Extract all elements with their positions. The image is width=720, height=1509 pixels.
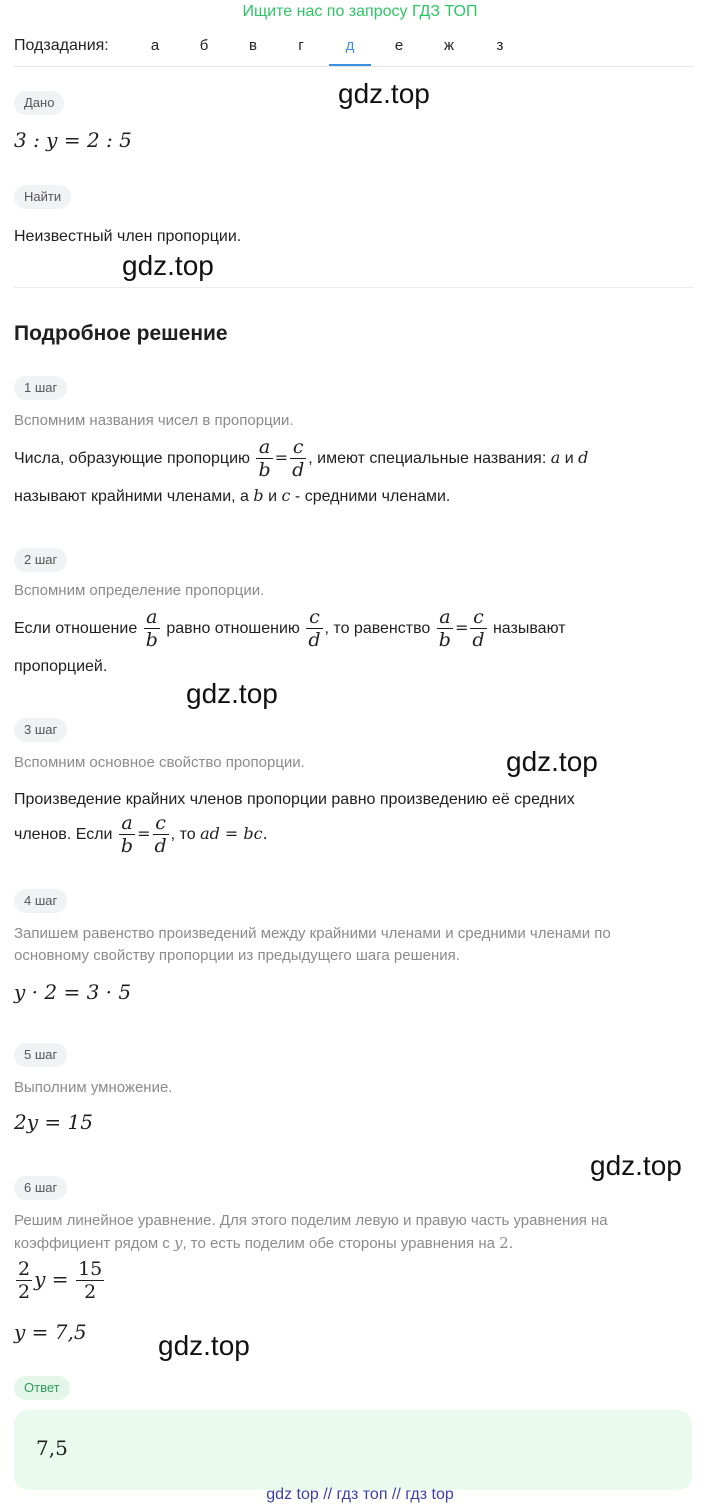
step-1-line-2: называют крайними членами, а b и c - средними членами. xyxy=(14,486,451,505)
step-6-result: y = 7,5 xyxy=(14,1320,87,1344)
fraction-c-d: $\frac{c}{d}$ xyxy=(292,436,305,482)
tab-a[interactable]: а xyxy=(150,37,160,54)
step-3-line-2: членов. Если $\frac{a}{b}$ = $\frac{c}{d}$ , то ad = bc. xyxy=(14,812,268,858)
step-5-badge: 5 шаг xyxy=(14,1043,67,1067)
answer-badge: Ответ xyxy=(14,1376,70,1400)
step-6-hint-2: коэффициент рядом с y, то есть поделим обе стороны уравнения на 2. xyxy=(14,1234,514,1252)
step-6-hint-1: Решим линейное уравнение. Для этого поделим левую и правую часть уравнения на xyxy=(14,1212,608,1229)
tab-b[interactable]: б xyxy=(199,37,209,54)
watermark: gdz.top xyxy=(186,678,278,709)
step-4-hint-1: Запишем равенство произведений между крайними членами и средними членами по xyxy=(14,925,611,942)
tab-e[interactable]: е xyxy=(394,37,404,54)
solution-title: Подробное решение xyxy=(14,322,228,345)
step-6-badge: 6 шаг xyxy=(14,1176,67,1200)
divider xyxy=(14,287,694,288)
fraction-c-d: $\frac{c}{d}$ xyxy=(154,812,167,858)
step-3-hint: Вспомним основное свойство пропорции. xyxy=(14,754,305,771)
step-2-line-1: Если отношение $\frac{a}{b}$ равно отношению $\frac{c}{d}$ , то равенство $\frac{a}{b}$ = $\frac{c}{d}$ называют xyxy=(14,606,566,652)
step-3-line-1: Произведение крайних членов пропорции равно произведению её средних xyxy=(14,791,575,808)
step-1-text-a: Числа, образующие пропорцию xyxy=(14,450,251,467)
tab-d[interactable]: д xyxy=(329,30,371,66)
fraction-c-d: $\frac{c}{d}$ xyxy=(472,606,485,652)
search-banner: Ищите нас по запросу ГДЗ ТОП xyxy=(242,3,478,20)
find-badge: Найти xyxy=(14,185,71,209)
step-5-hint: Выполним умножение. xyxy=(14,1079,173,1096)
fraction-2-2: $\frac{2}{2}$ xyxy=(18,1258,31,1303)
step-1-line-1: Числа, образующие пропорцию $\frac{a}{b}$ = $\frac{c}{d}$ , имеют специальные названия: a и d xyxy=(14,436,589,482)
step-1-badge: 1 шаг xyxy=(14,376,67,400)
step-4-expression: y · 2 = 3 · 5 xyxy=(14,980,132,1004)
tab-zh[interactable]: ж xyxy=(443,37,455,54)
given-badge: Дано xyxy=(14,91,64,115)
watermark: gdz.top xyxy=(158,1330,250,1361)
answer-box xyxy=(14,1410,692,1490)
find-text: Неизвестный член пропорции. xyxy=(14,228,242,245)
step-3-badge: 3 шаг xyxy=(14,718,67,742)
step-2-hint: Вспомним определение пропорции. xyxy=(14,582,265,599)
subtask-tabs xyxy=(14,30,694,67)
tab-z[interactable]: з xyxy=(496,37,504,54)
watermark: gdz.top xyxy=(590,1150,682,1181)
fraction-a-b: $\frac{a}{b}$ xyxy=(258,436,271,482)
fraction-a-b: $\frac{a}{b}$ xyxy=(145,606,158,652)
answer-value: 7,5 xyxy=(36,1436,68,1460)
step-4-badge: 4 шаг xyxy=(14,889,67,913)
step-4-hint-2: основному свойству пропорции из предыдущего шага решения. xyxy=(14,947,460,964)
subtasks-label: Подзадания: xyxy=(14,37,109,54)
fraction-15-2: $\frac{15}{2}$ xyxy=(78,1258,103,1303)
footer-links[interactable]: gdz top // гдз топ // гдз top xyxy=(266,1486,454,1503)
step-5-expression: 2y = 15 xyxy=(14,1110,93,1134)
fraction-a-b: $\frac{a}{b}$ xyxy=(438,606,451,652)
fraction-a-b: $\frac{a}{b}$ xyxy=(120,812,134,858)
tab-g[interactable]: г xyxy=(298,37,304,54)
watermark: gdz.top xyxy=(338,78,430,109)
step-1-text-b: , имеют специальные названия: xyxy=(308,450,547,467)
fraction-c-d: $\frac{c}{d}$ xyxy=(308,606,321,652)
step-6-fraction-equation: $\frac{2}{2}$ y = $\frac{15}{2}$ xyxy=(18,1258,103,1303)
step-2-badge: 2 шаг xyxy=(14,548,67,572)
step-1-hint: Вспомним названия чисел в пропорции. xyxy=(14,412,294,429)
watermark: gdz.top xyxy=(506,746,598,777)
watermark: gdz.top xyxy=(122,250,214,281)
step-2-line-2: пропорцией. xyxy=(14,658,108,675)
given-expression: 3 : y = 2 : 5 xyxy=(14,128,132,152)
tab-v[interactable]: в xyxy=(249,37,257,54)
